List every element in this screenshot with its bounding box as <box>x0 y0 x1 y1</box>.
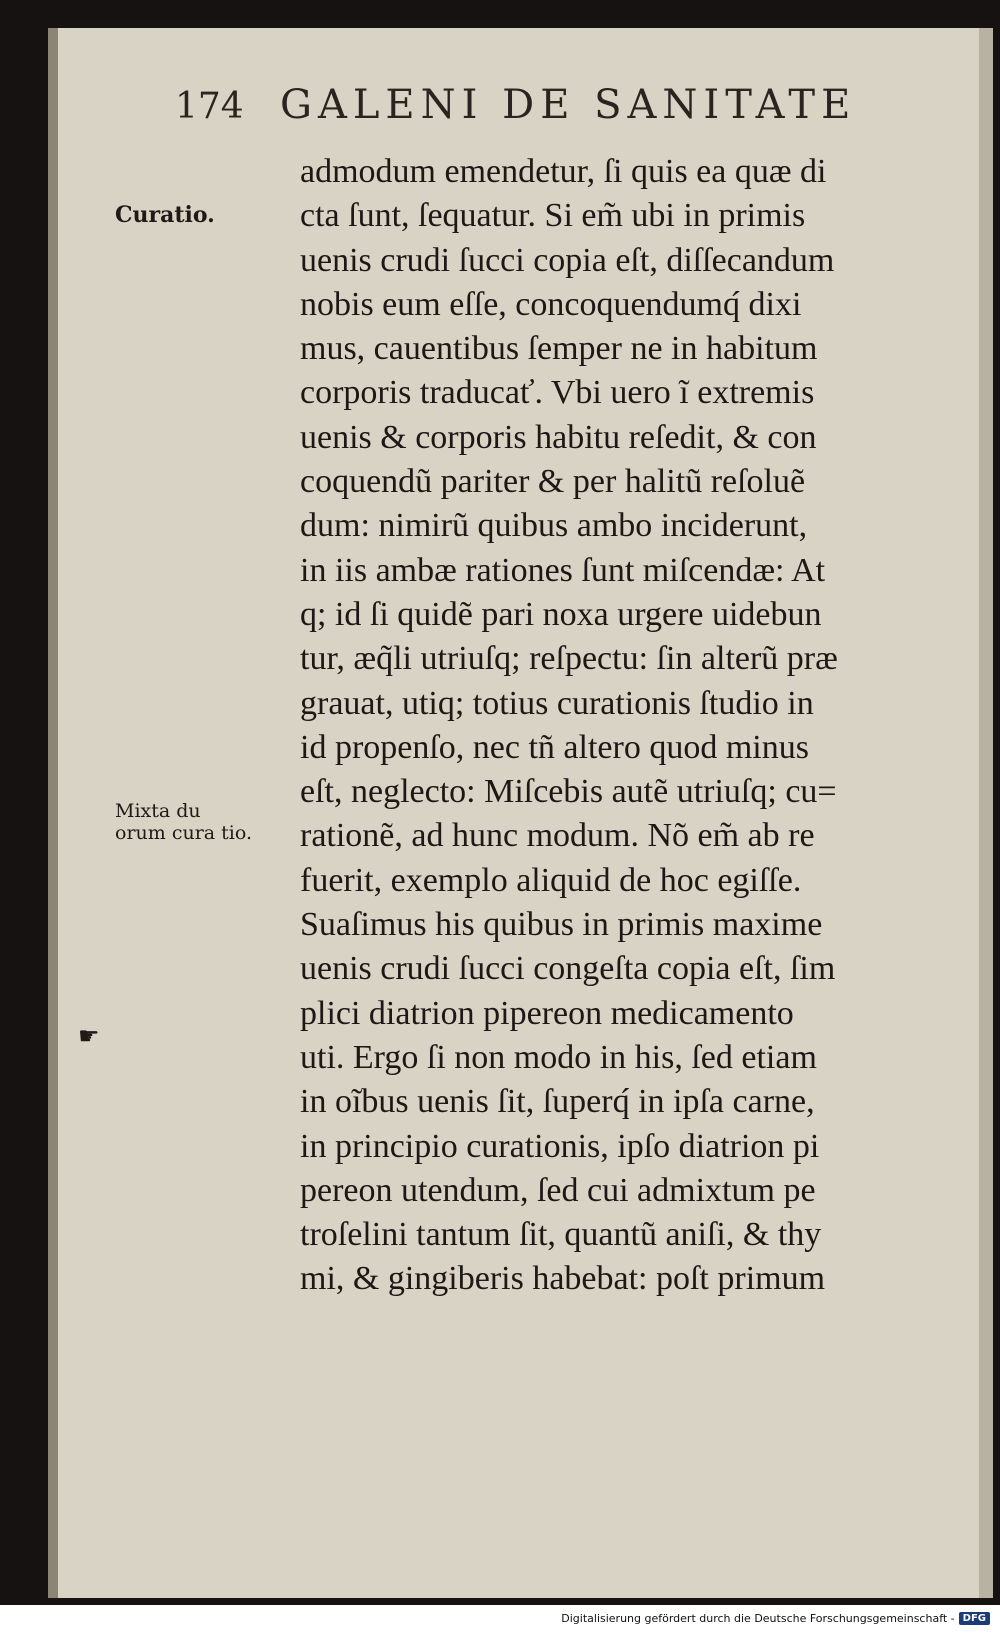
text-line: dum: nimirũ quibus ambo inciderunt, <box>300 507 808 545</box>
body-text <box>300 150 930 1302</box>
dfg-logo-icon: DFG <box>959 1612 990 1625</box>
text-line: corporis traducať. Vbi uero ĩ extremis <box>300 374 815 412</box>
running-title: GALENI DE SANITATE <box>280 82 857 128</box>
footer-credit <box>561 1612 990 1625</box>
marginal-note-curatio: Curatio. <box>115 202 215 228</box>
text-line: plici diatrion pipereon medicamento <box>300 994 794 1032</box>
text-line: uenis crudi ſucci congeſta copia eſt, ſim <box>300 950 836 988</box>
text-line: admodum emendetur, ſi quis ea quæ di <box>300 153 827 190</box>
pointing-hand-icon: ☛ <box>78 1022 100 1050</box>
text-line: uti. Ergo ſi non modo in his, ſed etiam <box>300 1038 817 1076</box>
text-line: in oĩbus uenis ſit, ſuperq́ in ipſa carne, <box>300 1083 815 1121</box>
page-number: 174 <box>175 86 244 127</box>
text-line: grauat, utiq; totius curationis ſtudio in <box>300 684 814 722</box>
page-header <box>175 78 915 148</box>
text-line: fuerit, exemplo aliquid de hoc egiſſe. <box>300 861 802 899</box>
page-edge <box>979 28 993 1598</box>
text-line: in iis ambæ rationes ſunt miſcendæ: At <box>300 551 826 589</box>
text-line: uenis & corporis habitu reſedit, & con <box>300 418 817 456</box>
text-line: tur, æq̃li utriuſq; reſpectu: ſin alterũ præ <box>300 640 838 678</box>
text-line: mi, & gingiberis habebat: poſt primum <box>300 1260 826 1298</box>
text-line: rationẽ, ad hunc modum. Nõ em̃ ab re <box>300 817 815 855</box>
text-line: Suaſimus his quibus in primis maxime <box>300 906 823 944</box>
text-line: coquendũ pariter & per halitũ reſoluẽ <box>300 463 806 501</box>
text-line: nobis eum eſſe, concoquendumq́ dixi <box>300 285 802 323</box>
text-line: mus, cauentibus ſemper ne in habitum <box>300 330 818 368</box>
footer-credit-text: Digitalisierung gefördert durch die Deutsche Forschungsgemeinschaft - <box>561 1612 955 1625</box>
text-line: cta ſunt, ſequatur. Si em̃ ubi in primis <box>300 197 806 235</box>
text-line: eſt, neglecto: Miſcebis autẽ utriuſq; cu= <box>300 773 837 811</box>
text-line: id propenſo, nec tñ altero quod minus <box>300 728 809 766</box>
text-line: uenis crudi ſucci copia eſt, diſſecandum <box>300 241 835 279</box>
text-line: troſelini tantum ſit, quantũ aniſi, & thy <box>300 1216 822 1254</box>
text-line: in principio curationis, ipſo diatrion pi <box>300 1127 820 1165</box>
marginal-note-mixta: Mixta du orum cura tio. <box>115 800 252 844</box>
text-line: q; id ſi quidẽ pari noxa urgere uidebun <box>300 595 822 633</box>
text-line: pereon utendum, ſed cui admixtum pe <box>300 1171 816 1209</box>
